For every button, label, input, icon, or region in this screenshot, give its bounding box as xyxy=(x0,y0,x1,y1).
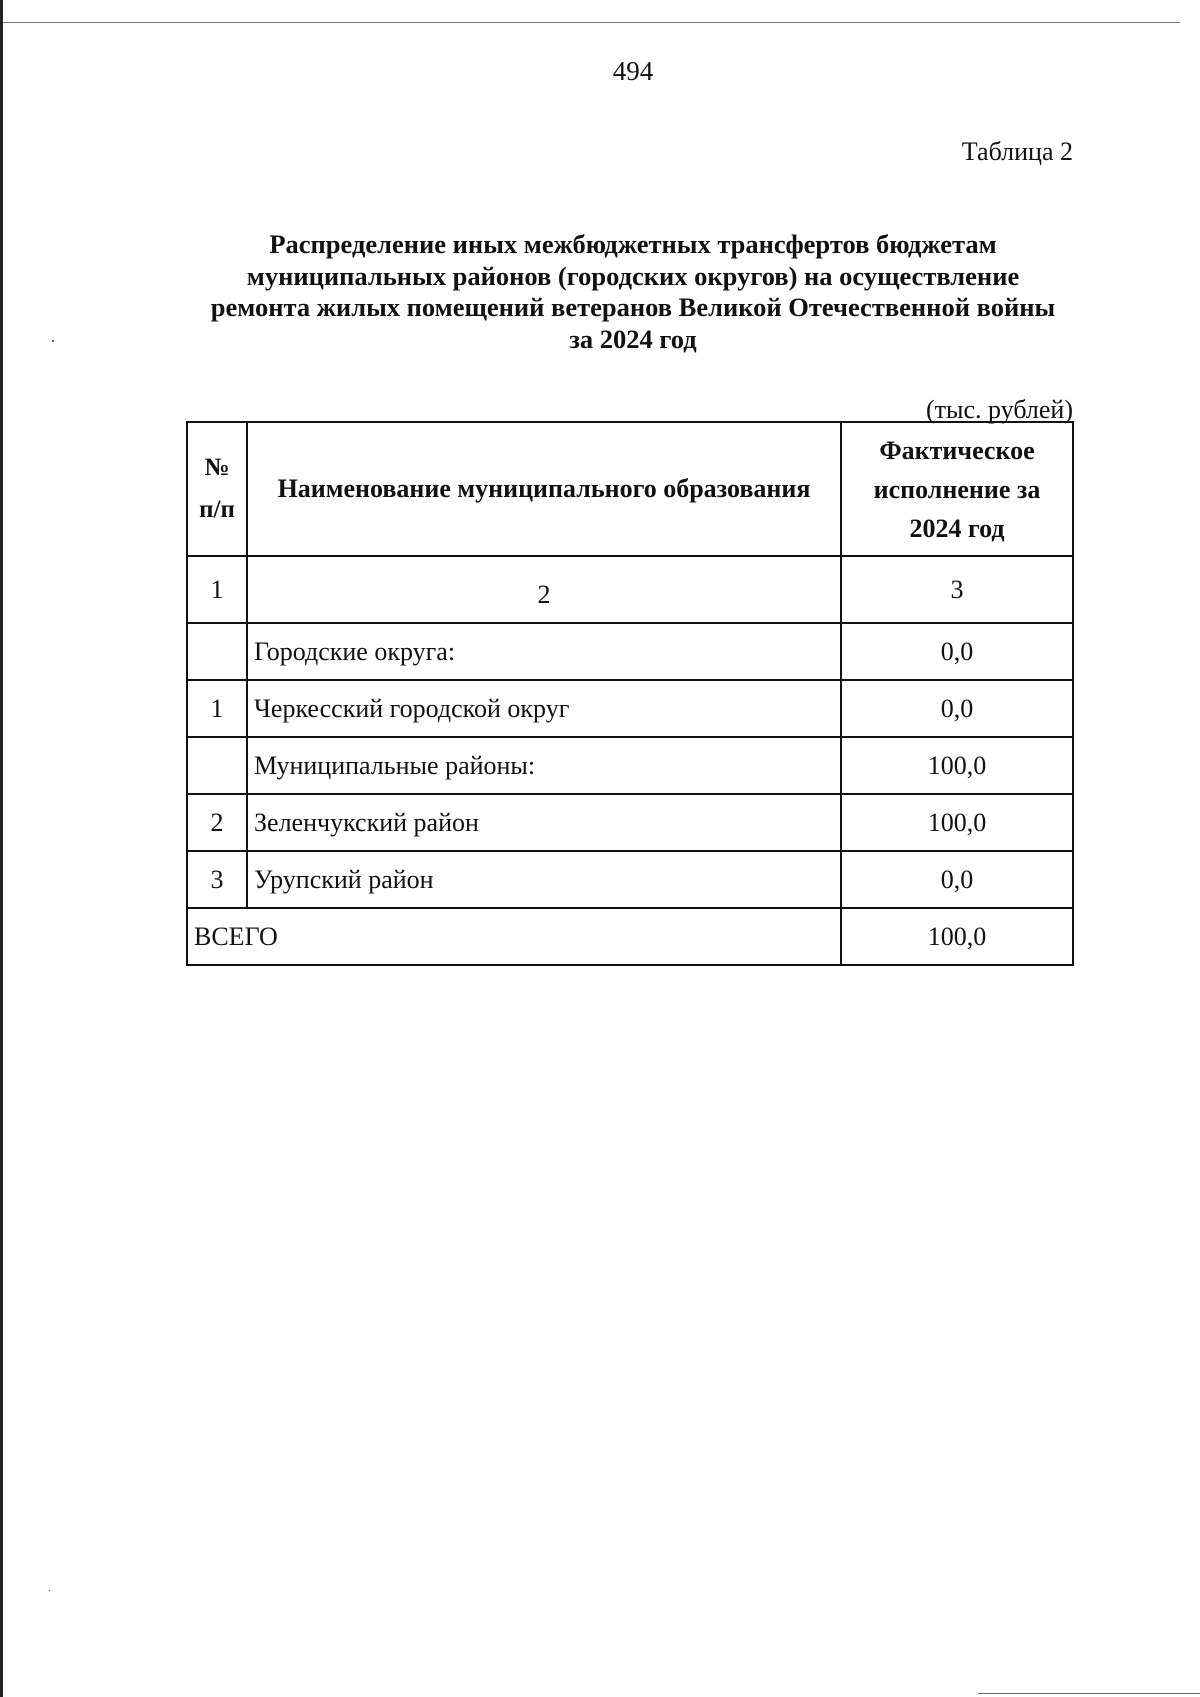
scan-bottom-line xyxy=(978,1693,1200,1694)
row-num: 1 xyxy=(187,680,247,737)
units-label: (тыс. рублей) xyxy=(925,395,1073,424)
table-row xyxy=(187,737,1073,794)
scan-speck xyxy=(49,1590,50,1591)
transfers-table xyxy=(186,421,1074,966)
row-value: 100,0 xyxy=(841,737,1073,794)
row-num: 2 xyxy=(187,794,247,851)
document-title: Распределение иных межбюджетных трансфертов бюджетам муниципальных районов (городских округов) на осуществление ремонта жилых помещений ветеранов Великой Отечественной войны за 2024 год xyxy=(210,229,1056,354)
column-number-row xyxy=(187,556,1073,623)
header-num: № п/п xyxy=(187,422,247,556)
row-num: 3 xyxy=(187,851,247,908)
total-value: 100,0 xyxy=(841,908,1073,965)
header-value: Фактическое исполнение за 2024 год xyxy=(841,422,1073,556)
table-row xyxy=(187,851,1073,908)
scan-left-edge xyxy=(0,0,3,1697)
col-number-2: 2 xyxy=(247,556,841,623)
row-name: Черкесский городской округ xyxy=(247,680,841,737)
table-row xyxy=(187,794,1073,851)
row-num xyxy=(187,737,247,794)
table-row xyxy=(187,623,1073,680)
row-name: Урупский район xyxy=(247,851,841,908)
row-name: Муниципальные районы: xyxy=(247,737,841,794)
header-name: Наименование муниципального образования xyxy=(247,422,841,556)
table-header-row xyxy=(187,422,1073,556)
row-name: Городские округа: xyxy=(247,623,841,680)
scan-speck xyxy=(52,340,54,342)
row-name: Зеленчукский район xyxy=(247,794,841,851)
row-value: 0,0 xyxy=(841,680,1073,737)
table-label: Таблица 2 xyxy=(961,137,1073,166)
page-number: 494 xyxy=(612,56,654,86)
table-row xyxy=(187,680,1073,737)
scan-top-line xyxy=(3,22,1180,23)
row-num xyxy=(187,623,247,680)
total-label: ВСЕГО xyxy=(187,908,841,965)
row-value: 100,0 xyxy=(841,794,1073,851)
col-number-3: 3 xyxy=(841,556,1073,623)
col-number-1: 1 xyxy=(187,556,247,623)
total-row xyxy=(187,908,1073,965)
row-value: 0,0 xyxy=(841,623,1073,680)
row-value: 0,0 xyxy=(841,851,1073,908)
